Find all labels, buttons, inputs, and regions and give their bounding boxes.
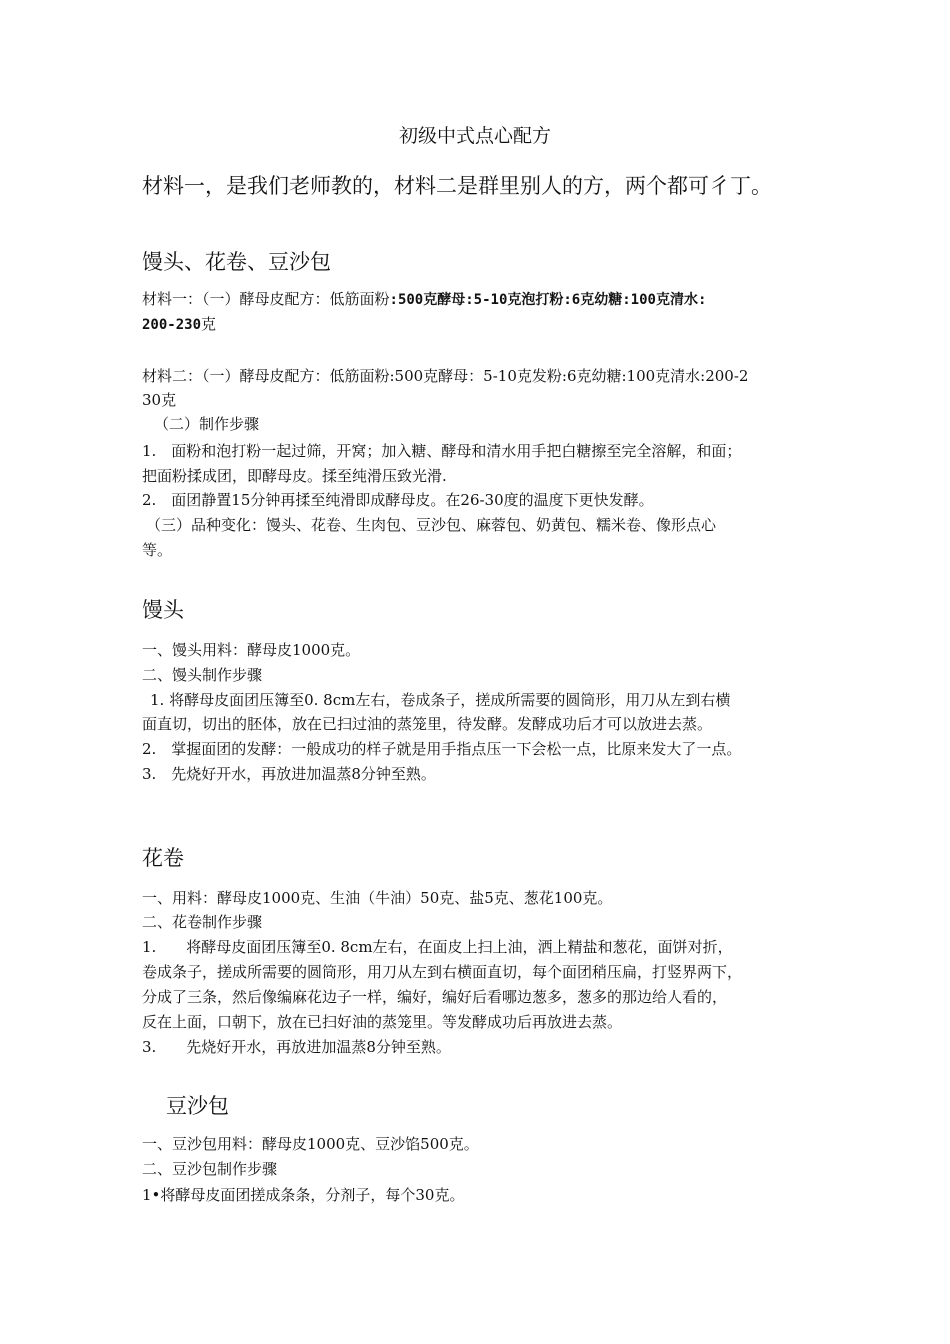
material-one-line1 bbox=[142, 289, 706, 310]
section-heading-doushabao: 豆沙包 bbox=[166, 1094, 229, 1118]
huajuan-steps-title: 二、花卷制作步骤 bbox=[142, 913, 263, 931]
section-heading-mantou: 馒头 bbox=[142, 598, 184, 622]
huajuan-step-1-line4: 反在上面，口朝下，放在已扫好油的蒸笼里。等发酵成功后再放进去蒸。 bbox=[142, 1013, 623, 1031]
variations-line1: （三）品种变化：馒头、花卷、生肉包、豆沙包、麻蓉包、奶黄包、糯米卷、像形点心 bbox=[146, 516, 717, 534]
mantou-step-3: 3. 先烧好开水，再放进加温蒸8分钟至熟。 bbox=[142, 765, 436, 783]
mantou-step-1-line2: 面直切，切出的胚体，放在已扫过油的蒸笼里，待发酵。发酵成功后才可以放进去蒸。 bbox=[142, 715, 713, 733]
material-two-line2: 30克 bbox=[142, 391, 177, 409]
material-one-line2 bbox=[142, 314, 216, 335]
section-heading-mantou-huajuan-doushabao: 馒头、花卷、豆沙包 bbox=[142, 250, 331, 274]
huajuan-step-1-line1: 1. 将酵母皮面团压簿至0. 8cm左右，在面皮上扫上油，洒上精盐和葱花，面饼对折， bbox=[142, 938, 733, 956]
document-title: 初级中式点心配方 bbox=[398, 125, 551, 147]
step-1-line1: 1. 面粉和泡打粉一起过筛，开窝；加入糖、酵母和清水用手把白糖擦至完全溶解，和面； bbox=[142, 442, 742, 460]
material-two-line1: 材料二：（一）酵母皮配方：低筋面粉:500克酵母：5-10克发粉:6克幼糖:100克清水:200-2 bbox=[142, 367, 749, 385]
material-one-water-amount: 200-230 bbox=[142, 317, 202, 333]
variations-line2: 等。 bbox=[142, 541, 173, 559]
steps-title: （二）制作步骤 bbox=[154, 415, 260, 433]
step-2: 2. 面团静置15分钟再揉至纯滑即成酵母皮。在26-30度的温度下更快发酵。 bbox=[142, 491, 654, 509]
huajuan-step-1-line3: 分成了三条，然后像编麻花边子一样，编好，编好后看哪边葱多，葱多的那边给人看的， bbox=[142, 988, 728, 1006]
huajuan-step-1-line2: 卷成条子，搓成所需要的圆筒形，用刀从左到右横面直切，每个面团稍压扁，打竖界两下， bbox=[142, 963, 743, 981]
material-one-values: :500克酵母:5-10克泡打粉:6克幼糖:100克清水: bbox=[389, 292, 707, 308]
mantou-step-1-line1: 1. 将酵母皮面团压簿至0. 8cm左右，卷成条子，搓成所需要的圆筒形，用刀从左到右横 bbox=[150, 691, 731, 709]
intro-text: 材料一，是我们老师教的，材料二是群里别人的方，两个都可彳丁。 bbox=[142, 174, 772, 198]
huajuan-ingredients: 一、用料：酵母皮1000克、生油（牛油）50克、盐5克、葱花100克。 bbox=[142, 889, 613, 907]
mantou-steps-title: 二、馒头制作步骤 bbox=[142, 666, 263, 684]
step-1-line2: 把面粉揉成团，即酵母皮。揉至纯滑压致光滑. bbox=[142, 467, 447, 485]
material-one-prefix: 材料一：（一）酵母皮配方：低筋面粉 bbox=[142, 290, 390, 308]
section-heading-huajuan: 花卷 bbox=[142, 846, 184, 870]
mantou-ingredients: 一、馒头用料：酵母皮1000克。 bbox=[142, 641, 361, 659]
doushabao-step-1: 1•将酵母皮面团搓成条条，分剂子，每个30克。 bbox=[142, 1186, 465, 1204]
huajuan-step-3: 3. 先烧好开水，再放进加温蒸8分钟至熟。 bbox=[142, 1038, 451, 1056]
material-one-water-unit: 克 bbox=[201, 315, 217, 333]
doushabao-steps-title: 二、豆沙包制作步骤 bbox=[142, 1160, 278, 1178]
doushabao-ingredients: 一、豆沙包用料：酵母皮1000克、豆沙馅500克。 bbox=[142, 1135, 479, 1153]
mantou-step-2: 2. 掌握面团的发酵：一般成功的样子就是用手指点压一下会松一点，比原来发大了一点。 bbox=[142, 740, 742, 758]
